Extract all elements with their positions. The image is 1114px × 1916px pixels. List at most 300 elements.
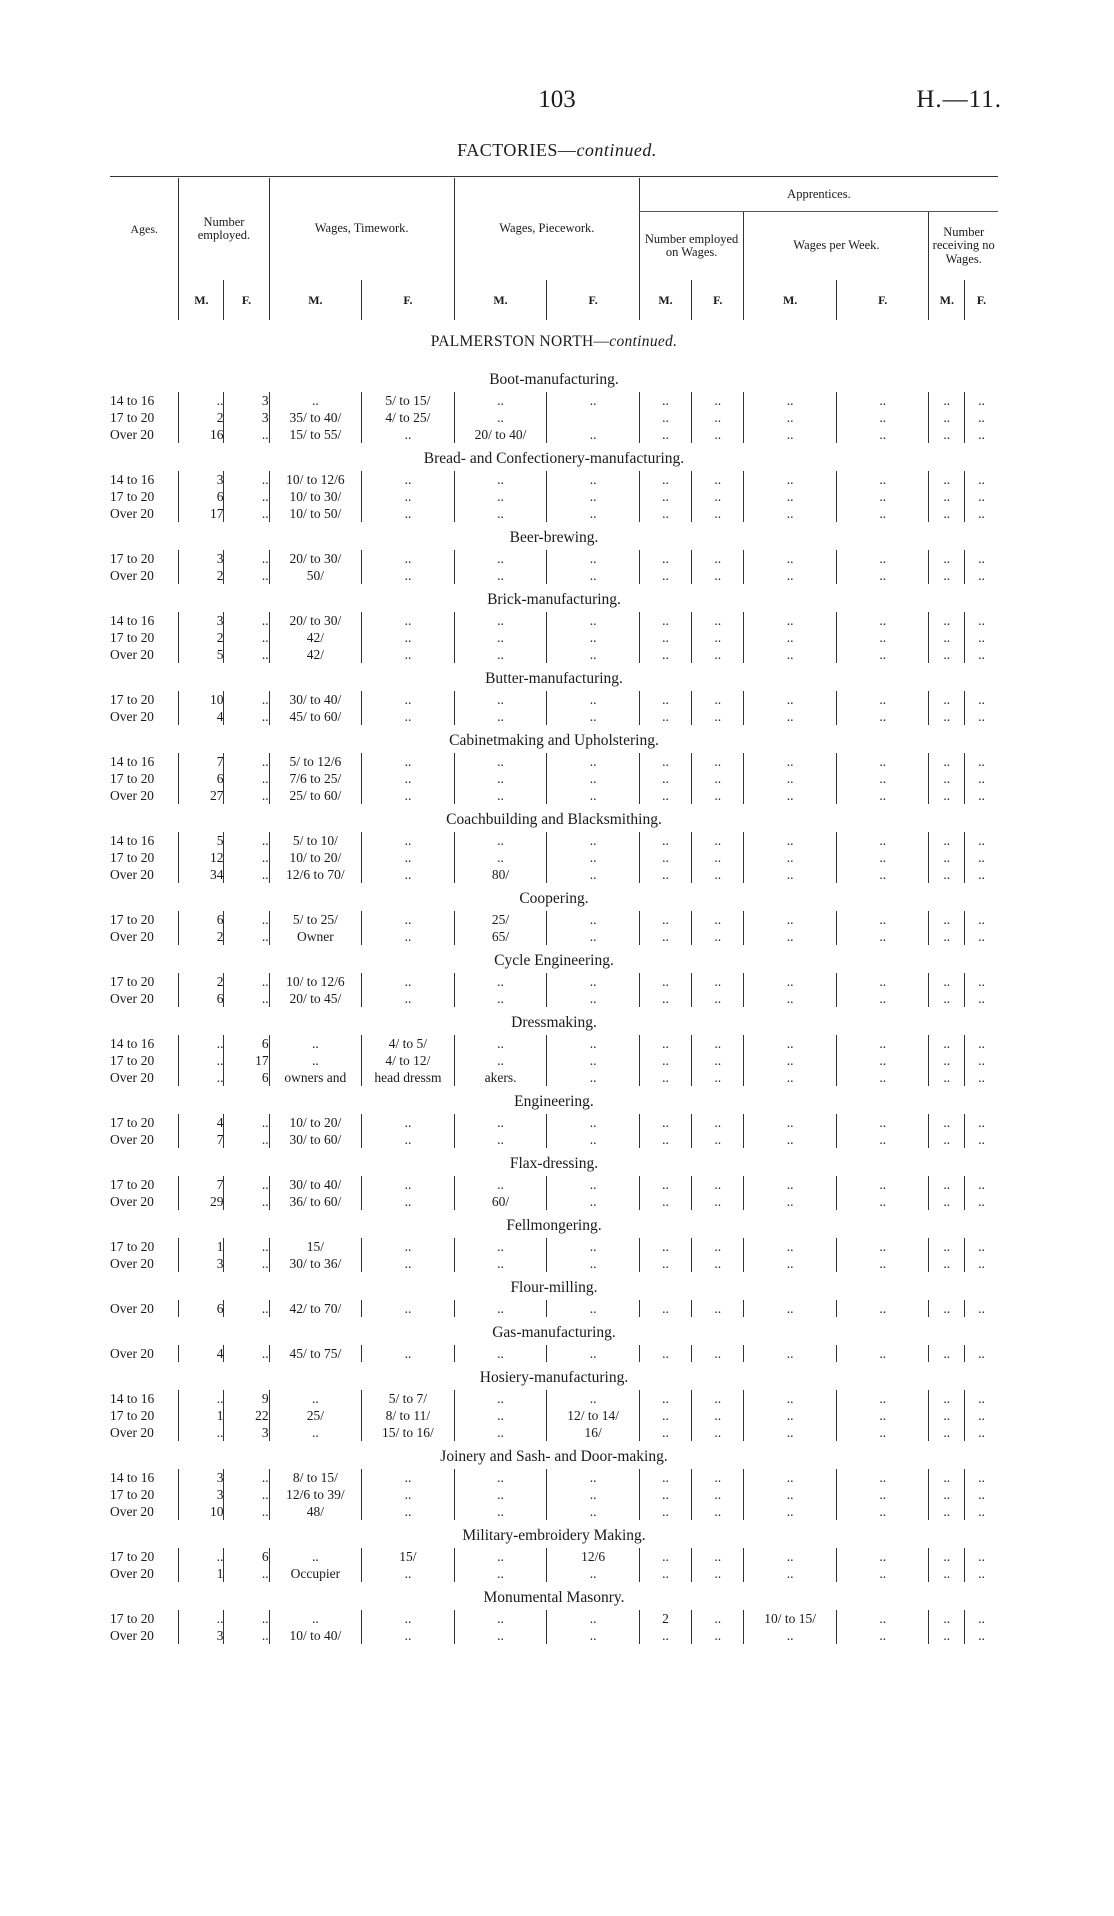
piecework-f-cell: .. [547, 471, 640, 488]
age-cell: 14 to 16 [110, 1391, 155, 1406]
app-nowages-f-cell: .. [965, 928, 998, 945]
piecework-f-cell: .. [547, 1255, 640, 1272]
header-wages-timework: Wages, Timework. [269, 178, 454, 280]
timework-m-cell: 10/ to 30/ [269, 488, 362, 505]
piecework-m-cell: 25/ [454, 911, 547, 928]
industry-heading: Military-embroidery Making. [462, 1527, 646, 1544]
header-m: M. [639, 280, 691, 320]
app-employed-m-cell: .. [639, 1486, 691, 1503]
piecework-m-cell: .. [454, 1565, 547, 1582]
app-employed-f-cell: .. [692, 708, 744, 725]
app-employed-f-cell: .. [692, 928, 744, 945]
piecework-f-cell: .. [547, 1486, 640, 1503]
app-nowages-m-cell: .. [929, 1548, 965, 1565]
timework-m-cell: .. [269, 1390, 362, 1407]
employed-m-cell: 17 [179, 505, 224, 522]
timework-f-cell: .. [362, 1627, 455, 1644]
app-wages-m-cell: .. [744, 1176, 837, 1193]
employed-m-cell: 10 [179, 691, 224, 708]
piecework-f-cell: .. [547, 1300, 640, 1317]
piecework-m-cell: .. [454, 612, 547, 629]
employed-f-cell: .. [224, 426, 269, 443]
table-row [110, 505, 998, 522]
app-nowages-f-cell: .. [965, 1176, 998, 1193]
app-wages-m-cell: .. [744, 708, 837, 725]
app-employed-f-cell: .. [692, 911, 744, 928]
app-employed-m-cell: .. [639, 409, 691, 426]
age-cell: Over 20 [110, 1504, 154, 1519]
app-nowages-m-cell: .. [929, 753, 965, 770]
piecework-f-cell: .. [547, 629, 640, 646]
piecework-m-cell: .. [454, 1503, 547, 1520]
employed-m-cell: .. [179, 1424, 224, 1441]
table-row [110, 471, 998, 488]
piecework-m-cell: .. [454, 753, 547, 770]
app-nowages-f-cell: .. [965, 1114, 998, 1131]
timework-m-cell: .. [269, 1035, 362, 1052]
app-wages-m-cell: .. [744, 612, 837, 629]
factories-table [110, 178, 998, 1644]
table-row [110, 1548, 998, 1565]
age-cell: 14 to 16 [110, 472, 155, 487]
table-row [110, 1565, 998, 1582]
piecework-f-cell: .. [547, 973, 640, 990]
employed-f-cell: .. [224, 708, 269, 725]
table-top-rule [110, 176, 998, 177]
piecework-f-cell: .. [547, 691, 640, 708]
app-wages-m-cell: .. [744, 1424, 837, 1441]
timework-m-cell: 30/ to 36/ [269, 1255, 362, 1272]
table-row [110, 708, 998, 725]
app-nowages-m-cell: .. [929, 1610, 965, 1627]
piecework-m-cell: .. [454, 1035, 547, 1052]
app-employed-f-cell: .. [692, 1131, 744, 1148]
app-nowages-m-cell: .. [929, 691, 965, 708]
app-nowages-m-cell: .. [929, 567, 965, 584]
app-wages-m-cell: .. [744, 392, 837, 409]
timework-f-cell: 5/ to 7/ [362, 1390, 455, 1407]
piecework-m-cell: .. [454, 505, 547, 522]
header-ages: Ages. [130, 221, 158, 236]
timework-m-cell: 20/ to 30/ [269, 612, 362, 629]
employed-m-cell: 4 [179, 708, 224, 725]
app-nowages-f-cell: .. [965, 426, 998, 443]
app-wages-m-cell: .. [744, 505, 837, 522]
app-nowages-f-cell: .. [965, 1131, 998, 1148]
industry-heading: Engineering. [514, 1093, 594, 1110]
app-nowages-m-cell: .. [929, 1486, 965, 1503]
app-nowages-f-cell: .. [965, 392, 998, 409]
app-employed-m-cell: .. [639, 1176, 691, 1193]
app-wages-m-cell: .. [744, 1548, 837, 1565]
table-row [110, 1469, 998, 1486]
timework-m-cell: 25/ [269, 1407, 362, 1424]
employed-f-cell: 3 [224, 409, 269, 426]
timework-f-cell: .. [362, 990, 455, 1007]
piecework-f-cell: .. [547, 911, 640, 928]
piecework-m-cell: .. [454, 409, 547, 426]
app-employed-m-cell: .. [639, 392, 691, 409]
industry-heading: Butter-manufacturing. [485, 670, 623, 687]
header-f: F. [362, 280, 455, 320]
table-row [110, 1627, 998, 1644]
app-wages-m-cell: .. [744, 567, 837, 584]
app-nowages-f-cell: .. [965, 1035, 998, 1052]
employed-m-cell: 29 [179, 1193, 224, 1210]
app-employed-m-cell: .. [639, 832, 691, 849]
app-employed-f-cell: .. [692, 392, 744, 409]
app-wages-m-cell: .. [744, 1345, 837, 1362]
app-wages-m-cell: .. [744, 691, 837, 708]
employed-f-cell: .. [224, 1114, 269, 1131]
app-employed-m-cell: .. [639, 1503, 691, 1520]
app-employed-m-cell: .. [639, 505, 691, 522]
app-nowages-m-cell: .. [929, 409, 965, 426]
age-cell: 17 to 20 [110, 1408, 155, 1423]
app-nowages-f-cell: .. [965, 550, 998, 567]
piecework-m-cell: .. [454, 1390, 547, 1407]
table-row [110, 488, 998, 505]
table-row [110, 1176, 998, 1193]
table-row [110, 866, 998, 883]
table-row [110, 928, 998, 945]
app-employed-m-cell: .. [639, 691, 691, 708]
app-wages-f-cell: .. [836, 1114, 929, 1131]
app-nowages-m-cell: .. [929, 1035, 965, 1052]
app-nowages-f-cell: .. [965, 832, 998, 849]
app-employed-f-cell: .. [692, 1469, 744, 1486]
industry-heading: Joinery and Sash- and Door-making. [440, 1448, 668, 1465]
app-employed-f-cell: .. [692, 1486, 744, 1503]
app-nowages-m-cell: .. [929, 392, 965, 409]
employed-f-cell: 6 [224, 1548, 269, 1565]
timework-m-cell: 10/ to 40/ [269, 1627, 362, 1644]
timework-f-cell: 8/ to 11/ [362, 1407, 455, 1424]
employed-m-cell: 3 [179, 471, 224, 488]
employed-m-cell: 5 [179, 832, 224, 849]
piecework-f-cell: .. [547, 1035, 640, 1052]
app-wages-m-cell: .. [744, 753, 837, 770]
app-employed-m-cell: .. [639, 567, 691, 584]
age-cell: 14 to 16 [110, 754, 155, 769]
employed-m-cell: 4 [179, 1114, 224, 1131]
age-cell: Over 20 [110, 1132, 154, 1147]
industry-heading: Flour-milling. [510, 1279, 598, 1296]
app-nowages-m-cell: .. [929, 1131, 965, 1148]
table-header [110, 178, 998, 320]
app-wages-m-cell: .. [744, 1238, 837, 1255]
timework-f-cell: .. [362, 1345, 455, 1362]
app-nowages-f-cell: .. [965, 1300, 998, 1317]
app-nowages-m-cell: .. [929, 1238, 965, 1255]
header-m: M. [744, 280, 837, 320]
age-cell: Over 20 [110, 1256, 154, 1271]
app-wages-m-cell: .. [744, 550, 837, 567]
industry-heading: Dressmaking. [511, 1014, 597, 1031]
employed-f-cell: .. [224, 550, 269, 567]
employed-m-cell: .. [179, 1548, 224, 1565]
app-wages-m-cell: .. [744, 1193, 837, 1210]
app-employed-m-cell: .. [639, 866, 691, 883]
timework-m-cell: .. [269, 1052, 362, 1069]
app-nowages-m-cell: .. [929, 973, 965, 990]
employed-f-cell: .. [224, 1238, 269, 1255]
piecework-f-cell: .. [547, 392, 640, 409]
employed-m-cell: 3 [179, 1469, 224, 1486]
header-f: F. [547, 280, 640, 320]
age-cell: 17 to 20 [110, 771, 155, 786]
piecework-f-cell: .. [547, 1627, 640, 1644]
age-cell: 14 to 16 [110, 1036, 155, 1051]
app-wages-f-cell: .. [836, 409, 929, 426]
header-f: F. [836, 280, 929, 320]
age-cell: Over 20 [110, 1425, 154, 1440]
app-nowages-m-cell: .. [929, 1114, 965, 1131]
table-row [110, 1424, 998, 1441]
app-nowages-m-cell: .. [929, 928, 965, 945]
app-nowages-m-cell: .. [929, 612, 965, 629]
employed-f-cell: .. [224, 567, 269, 584]
piecework-f-cell: .. [547, 849, 640, 866]
app-wages-f-cell: .. [836, 1627, 929, 1644]
employed-f-cell: .. [224, 1255, 269, 1272]
timework-m-cell: Owner [269, 928, 362, 945]
app-employed-m-cell: .. [639, 1345, 691, 1362]
app-employed-f-cell: .. [692, 567, 744, 584]
app-employed-f-cell: .. [692, 488, 744, 505]
app-employed-m-cell: .. [639, 612, 691, 629]
table-row [110, 426, 998, 443]
timework-f-cell: .. [362, 928, 455, 945]
app-nowages-f-cell: .. [965, 646, 998, 663]
app-employed-f-cell: .. [692, 1193, 744, 1210]
age-cell: 14 to 16 [110, 393, 155, 408]
app-nowages-f-cell: .. [965, 1069, 998, 1086]
app-employed-f-cell: .. [692, 1503, 744, 1520]
app-nowages-m-cell: .. [929, 787, 965, 804]
employed-f-cell: 9 [224, 1390, 269, 1407]
piecework-f-cell: .. [547, 1238, 640, 1255]
table-row [110, 567, 998, 584]
app-wages-f-cell: .. [836, 1131, 929, 1148]
timework-m-cell: 5/ to 25/ [269, 911, 362, 928]
piecework-m-cell: 60/ [454, 1193, 547, 1210]
app-nowages-f-cell: .. [965, 1610, 998, 1627]
table-row [110, 770, 998, 787]
age-cell: 17 to 20 [110, 1115, 155, 1130]
app-employed-m-cell: .. [639, 1565, 691, 1582]
timework-m-cell: .. [269, 1610, 362, 1627]
table-row [110, 911, 998, 928]
table-row [110, 1114, 998, 1131]
piecework-m-cell: .. [454, 1255, 547, 1272]
app-nowages-m-cell: .. [929, 426, 965, 443]
age-cell: Over 20 [110, 506, 154, 521]
employed-f-cell: .. [224, 928, 269, 945]
piecework-f-cell: .. [547, 928, 640, 945]
app-wages-f-cell: .. [836, 426, 929, 443]
piecework-m-cell: .. [454, 1469, 547, 1486]
app-nowages-m-cell: .. [929, 505, 965, 522]
timework-f-cell: .. [362, 1255, 455, 1272]
app-nowages-f-cell: .. [965, 911, 998, 928]
piecework-f-cell: .. [547, 753, 640, 770]
industry-heading: Cycle Engineering. [494, 952, 614, 969]
timework-m-cell: 30/ to 40/ [269, 691, 362, 708]
age-cell: Over 20 [110, 709, 154, 724]
table-row [110, 691, 998, 708]
employed-f-cell: 22 [224, 1407, 269, 1424]
employed-m-cell: 3 [179, 1486, 224, 1503]
app-wages-m-cell: .. [744, 629, 837, 646]
employed-f-cell: .. [224, 646, 269, 663]
app-employed-m-cell: .. [639, 1255, 691, 1272]
app-wages-m-cell: .. [744, 646, 837, 663]
timework-m-cell: 25/ to 60/ [269, 787, 362, 804]
piecework-m-cell: .. [454, 471, 547, 488]
table-row [110, 1131, 998, 1148]
app-employed-f-cell: .. [692, 973, 744, 990]
timework-f-cell: .. [362, 866, 455, 883]
piecework-f-cell: 16/ [547, 1424, 640, 1441]
app-wages-m-cell: .. [744, 1503, 837, 1520]
employed-m-cell: 6 [179, 911, 224, 928]
app-wages-f-cell: .. [836, 911, 929, 928]
employed-m-cell: 2 [179, 409, 224, 426]
piecework-f-cell [547, 409, 640, 426]
app-employed-m-cell: .. [639, 1627, 691, 1644]
industry-heading: Cabinetmaking and Upholstering. [449, 732, 659, 749]
app-wages-f-cell: .. [836, 1503, 929, 1520]
timework-f-cell: .. [362, 1486, 455, 1503]
app-employed-f-cell: .. [692, 1627, 744, 1644]
app-nowages-f-cell: .. [965, 1565, 998, 1582]
employed-f-cell: 17 [224, 1052, 269, 1069]
employed-f-cell: .. [224, 1469, 269, 1486]
employed-m-cell: 7 [179, 1176, 224, 1193]
table-row [110, 973, 998, 990]
age-cell: 14 to 16 [110, 1470, 155, 1485]
app-employed-m-cell: .. [639, 1300, 691, 1317]
employed-m-cell: 1 [179, 1238, 224, 1255]
employed-f-cell: .. [224, 866, 269, 883]
timework-m-cell: 42/ [269, 629, 362, 646]
timework-f-cell: .. [362, 1469, 455, 1486]
piecework-f-cell: .. [547, 787, 640, 804]
app-nowages-f-cell: .. [965, 1424, 998, 1441]
app-employed-m-cell: .. [639, 911, 691, 928]
industry-heading: Brick-manufacturing. [487, 591, 621, 608]
age-cell: Over 20 [110, 1628, 154, 1643]
app-wages-m-cell: .. [744, 832, 837, 849]
industry-heading: Coopering. [519, 890, 589, 907]
table-row [110, 612, 998, 629]
age-cell: 17 to 20 [110, 1611, 155, 1626]
employed-m-cell: .. [179, 1390, 224, 1407]
age-cell: Over 20 [110, 1301, 154, 1316]
table-row [110, 1238, 998, 1255]
age-cell: 17 to 20 [110, 489, 155, 504]
region-heading [110, 320, 998, 364]
timework-m-cell: 12/6 to 39/ [269, 1486, 362, 1503]
app-wages-f-cell: .. [836, 471, 929, 488]
app-employed-m-cell: .. [639, 550, 691, 567]
timework-f-cell: .. [362, 612, 455, 629]
piecework-m-cell: .. [454, 1548, 547, 1565]
app-employed-m-cell: .. [639, 928, 691, 945]
timework-f-cell: .. [362, 911, 455, 928]
table-row [110, 849, 998, 866]
app-wages-f-cell: .. [836, 1238, 929, 1255]
piecework-m-cell: .. [454, 1345, 547, 1362]
age-cell: Over 20 [110, 427, 154, 442]
employed-m-cell: 7 [179, 753, 224, 770]
app-wages-f-cell: .. [836, 505, 929, 522]
app-wages-m-cell: .. [744, 1486, 837, 1503]
app-wages-f-cell: .. [836, 708, 929, 725]
header-wages-piecework: Wages, Piecework. [454, 178, 639, 280]
piecework-m-cell: .. [454, 392, 547, 409]
timework-f-cell: 4/ to 12/ [362, 1052, 455, 1069]
employed-m-cell: 10 [179, 1503, 224, 1520]
app-employed-m-cell: .. [639, 849, 691, 866]
header-m: M. [269, 280, 362, 320]
app-employed-f-cell: .. [692, 832, 744, 849]
app-wages-m-cell: .. [744, 1114, 837, 1131]
employed-m-cell: 2 [179, 928, 224, 945]
employed-f-cell: .. [224, 1503, 269, 1520]
app-wages-f-cell: .. [836, 787, 929, 804]
timework-f-cell: .. [362, 708, 455, 725]
employed-m-cell: 27 [179, 787, 224, 804]
app-employed-f-cell: .. [692, 1238, 744, 1255]
timework-f-cell: 4/ to 5/ [362, 1035, 455, 1052]
app-employed-m-cell: .. [639, 488, 691, 505]
app-employed-f-cell: .. [692, 1035, 744, 1052]
age-cell: Over 20 [110, 1194, 154, 1209]
timework-f-cell: .. [362, 787, 455, 804]
timework-f-cell: .. [362, 1114, 455, 1131]
app-employed-f-cell: .. [692, 426, 744, 443]
table-row [110, 1407, 998, 1424]
app-nowages-f-cell: .. [965, 1627, 998, 1644]
timework-m-cell: 8/ to 15/ [269, 1469, 362, 1486]
timework-f-cell: .. [362, 691, 455, 708]
app-nowages-f-cell: .. [965, 787, 998, 804]
app-nowages-m-cell: .. [929, 1503, 965, 1520]
employed-f-cell: .. [224, 1131, 269, 1148]
header-app-number-employed: Number employed on Wages. [639, 212, 743, 281]
timework-m-cell: 42/ to 70/ [269, 1300, 362, 1317]
app-wages-m-cell: .. [744, 990, 837, 1007]
employed-f-cell: .. [224, 505, 269, 522]
app-employed-f-cell: .. [692, 691, 744, 708]
table-row [110, 1610, 998, 1627]
header-f: F. [224, 280, 269, 320]
app-wages-f-cell: .. [836, 1469, 929, 1486]
age-cell: 17 to 20 [110, 1549, 155, 1564]
industry-heading: Monumental Masonry. [483, 1589, 625, 1606]
app-nowages-f-cell: .. [965, 409, 998, 426]
timework-f-cell: .. [362, 1503, 455, 1520]
timework-f-cell: .. [362, 770, 455, 787]
employed-f-cell: .. [224, 990, 269, 1007]
app-employed-f-cell: .. [692, 1255, 744, 1272]
piecework-m-cell: .. [454, 1610, 547, 1627]
employed-m-cell: 5 [179, 646, 224, 663]
caption-italic: continued. [576, 140, 657, 160]
piecework-m-cell: 65/ [454, 928, 547, 945]
